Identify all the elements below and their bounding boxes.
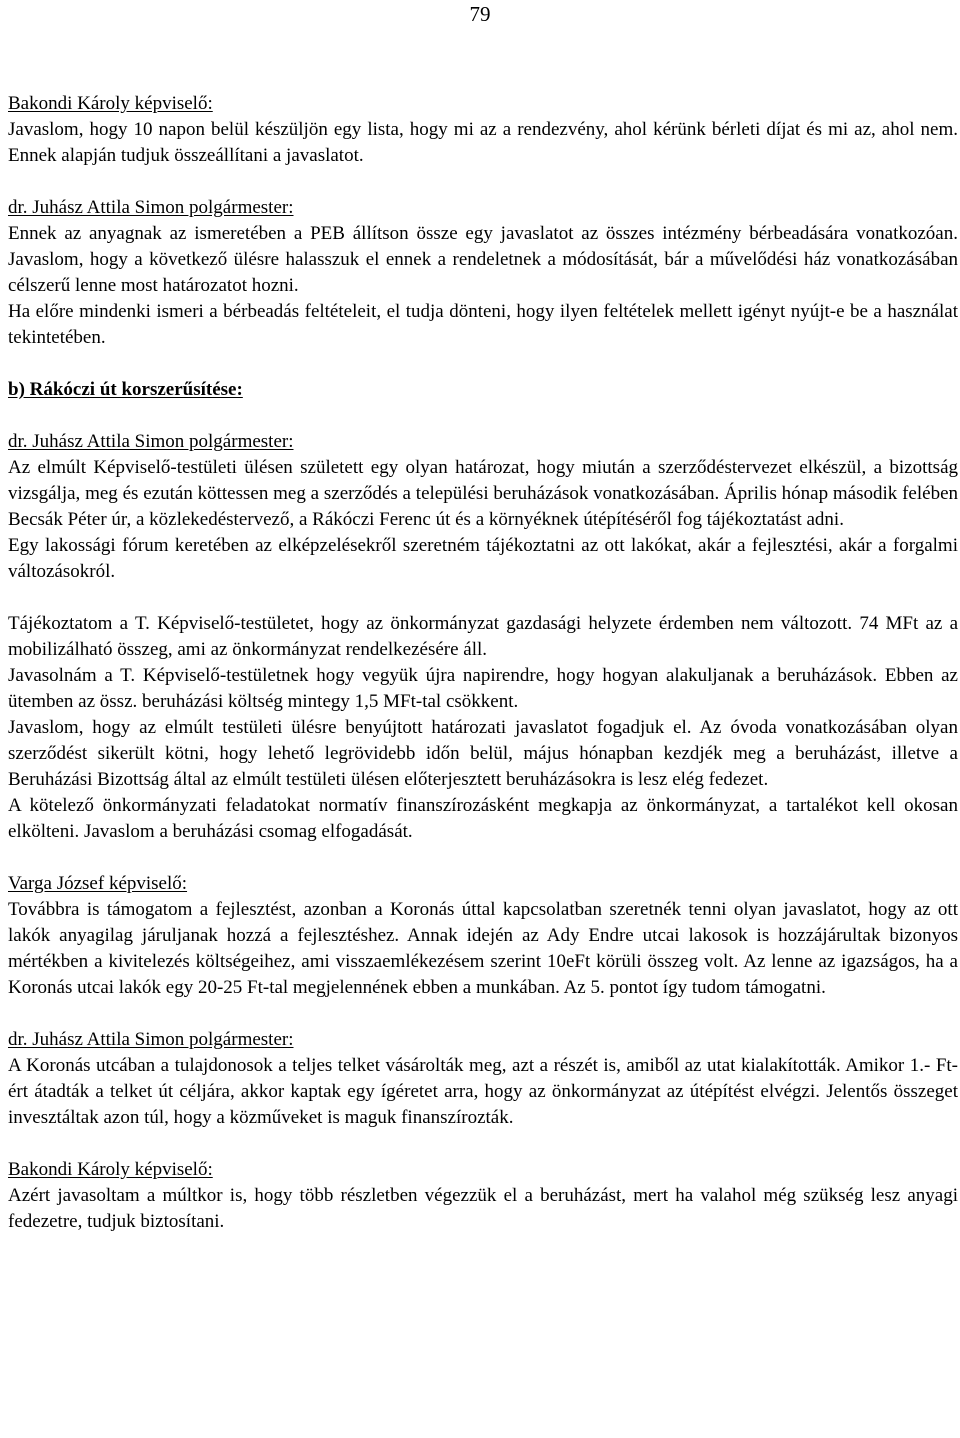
speech-paragraph: Tájékoztatom a T. Képviselő-testületet, hogy az önkormányzat gazdasági helyzete érdemben nem változott. 74 MFt az a mobilizálható összeg, ami az önkormányzat rendelkezésére áll. — [8, 613, 958, 660]
speech-paragraph: Továbbra is támogatom a fejlesztést, azonban a Koronás úttal kapcsolatban szeretnék tenni olyan javaslatot, hogy az ott lakók anyagilag járuljanak hozzá a fejlesztéshez. Annak idején az Ady Endre utcai lakosok is hozzájárultak bizonyos mértékben a kivitelezés költségeihez, ami visszaemlékezésem szerint 10eFt körüli összeg volt. Az lenne az igazságos, ha a Koronás utcai lakók egy 20-25 Ft-tal megjelennének ebben a munkában. Az 5. pontot így tudom támogatni. — [8, 899, 958, 998]
document-body — [8, 91, 958, 1235]
speaker-name: dr. Juhász Attila Simon polgármester: — [8, 431, 294, 452]
speech-paragraph: Ha előre mindenki ismeri a bérbeadás feltételeit, el tudja dönteni, hogy ilyen feltételek mellett igényt nyújt-e be a használat tekintetében. — [8, 301, 958, 348]
speech-block — [8, 1027, 958, 1131]
speaker-name: Bakondi Károly képviselő: — [8, 93, 213, 114]
speech-paragraph: Az elmúlt Képviselő-testületi ülésen született egy olyan határozat, hogy miután a szerződéstervezet elkészül, a bizottság vizsgálja, meg és ezután köttessen meg a szerződés a települési beruházások vonatkozásában. Április hónap második felében Becsák Péter úr, a közlekedéstervező, a Rákóczi Ferenc út és a környéknek útépítéséről fog tájékoztatást adni. — [8, 457, 958, 530]
speech-block — [8, 91, 958, 169]
speaker-name: dr. Juhász Attila Simon polgármester: — [8, 197, 294, 218]
speech-paragraph: Javaslom, hogy 10 napon belül készüljön egy lista, hogy mi az a rendezvény, ahol kérünk bérleti díjat és mi az, ahol nem. Ennek alapján tudjuk összeállítani a javaslatot. — [8, 119, 958, 166]
section-heading: b) Rákóczi út korszerűsítése: — [8, 379, 243, 400]
page-number: 79 — [469, 2, 491, 26]
speaker-name: dr. Juhász Attila Simon polgármester: — [8, 1029, 294, 1050]
speech-paragraph: Javasolnám a T. Képviselő-testületnek hogy vegyük újra napirendre, hogy hogyan alakuljanak a beruházások. Ebben az ütemben az össz. beruházási költség mintegy 1,5 MFt-tal csökkent. — [8, 665, 958, 712]
speech-block — [8, 871, 958, 1001]
speaker-name: Bakondi Károly képviselő: — [8, 1159, 213, 1180]
speech-paragraph: A Koronás utcában a tulajdonosok a teljes telket vásárolták meg, azt a részét is, amiből az utat kialakították. Amikor 1.- Ft-ért átadták a telket út céljára, akkor kaptak egy ígéretet arra, hogy az önkormányzat az útépítést elvégzi. Jelentős összeget invesztáltak azon túl, hogy a közműveket is maguk finanszírozták. — [8, 1055, 958, 1128]
speech-block — [8, 429, 958, 585]
speech-paragraph: Ennek az anyagnak az ismeretében a PEB állítson össze egy javaslatot az összes intézmény bérbeadására vonatkozóan. Javaslom, hogy a következő ülésre halasszuk el ennek a rendeletnek a módosítását, bár a művelődési ház vonatkozásában célszerű lenne most határozatot hozni. — [8, 223, 958, 296]
speech-block — [8, 1157, 958, 1235]
speech-paragraph: A kötelező önkormányzati feladatokat normatív finanszírozásként megkapja az önkormányzat, a tartalékot kell okosan elkölteni. Javaslom a beruházási csomag elfogadását. — [8, 795, 958, 842]
speech-paragraph: Javaslom, hogy az elmúlt testületi ülésre benyújtott határozati javaslatot fogadjuk el. Az óvoda vonatkozásában olyan szerződést sikerült kötni, hogy lehető legrövidebb időn belül, május hónapban kezdjék meg a beruházást, illetve a Beruházási Bizottság által az elmúlt testületi ülésen előterjesztett beruházásokra is lesz elég fedezet. — [8, 717, 958, 790]
speech-paragraph: Azért javasoltam a múltkor is, hogy több részletben végezzük el a beruházást, mert ha valahol még szükség lesz anyagi fedezetre, tudjuk biztosítani. — [8, 1185, 958, 1232]
speech-block — [8, 195, 958, 351]
speech-paragraph: Egy lakossági fórum keretében az elképzelésekről szeretném tájékoztatni az ott lakókat, akár a fejlesztési, akár a forgalmi változásokról. — [8, 535, 958, 582]
speech-block — [8, 611, 958, 845]
speaker-name: Varga József képviselő: — [8, 873, 188, 894]
